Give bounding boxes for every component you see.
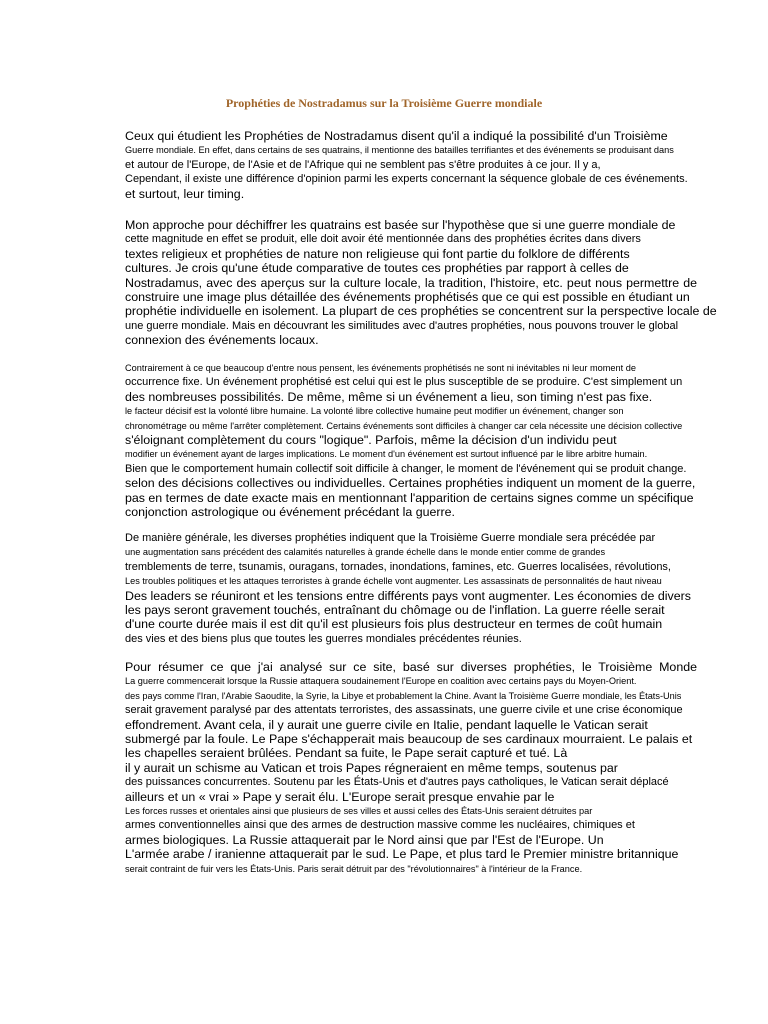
text-line: des puissances concurrentes. Soutenu par les États-Unis et d'autres pays catholiques, le Vatican serait déplacé xyxy=(125,776,669,789)
text-line: connexion des événements locaux. xyxy=(125,333,319,348)
document-title: Prophéties de Nostradamus sur la Troisième Guerre mondiale xyxy=(225,96,543,110)
text-line: chronométrage ou même l'arrêter complètement. Certains événements sont difficiles à changer car cela nécessite une décision collective xyxy=(125,420,683,431)
paragraph-1 xyxy=(125,129,697,201)
text-line: effondrement. Avant cela, il y aurait une guerre civile en Italie, pendant laquelle le Vatican serait xyxy=(125,717,648,732)
text-line: et surtout, leur timing. xyxy=(125,186,245,201)
text-line: serait gravement paralysé par des attentats terroristes, des assassinats, une guerre civile et une crise économique xyxy=(125,704,683,717)
paragraph-3 xyxy=(125,361,697,519)
text-line: textes religieux et prophéties de nature non religieuse qui font partie du folklore de différents xyxy=(125,246,630,261)
text-line: et autour de l'Europe, de l'Asie et de l'Afrique qui ne semblent pas s'être produites à ce jour. Il y a, xyxy=(125,158,601,171)
paragraph-4 xyxy=(125,531,697,646)
text-line: pas en termes de date exacte mais en mentionnant l'apparition de certains signes comme un spécifique xyxy=(125,490,694,505)
text-line: Les forces russes et orientales ainsi que plusieurs de ses villes et aussi celles des États-Unis seraient détruites par xyxy=(125,806,593,817)
text-line: Bien que le comportement humain collectif soit difficile à changer, le moment de l'événement qui se produit change. xyxy=(125,462,687,475)
text-line: construire une image plus détaillée des événements prophétisés que ce qui est possible en étudiant un xyxy=(125,290,690,305)
text-line: armes biologiques. La Russie attaquerait par le Nord ainsi que par l'Est de l'Europe. Un xyxy=(125,832,604,847)
text-line: Guerre mondiale. En effet, dans certains de ses quatrains, il mentionne des batailles terrifiantes et des événements se produisant dans xyxy=(125,145,674,156)
text-line: ailleurs et un « vrai » Pape y serait élu. L'Europe serait presque envahie par le xyxy=(125,789,555,804)
text-line: submergé par la foule. Le Pape s'échapperait mais beaucoup de ses cardinaux mourraient. Le palais et xyxy=(125,732,693,747)
text-line: des vies et des biens plus que toutes les guerres mondiales précédentes réunies. xyxy=(125,632,522,645)
paragraph-2 xyxy=(125,218,717,348)
text-line: Les troubles politiques et les attaques terroristes à grande échelle vont augmenter. Les assassinats de personnalités de haut niveau xyxy=(125,576,662,587)
text-line: cette magnitude en effet se produit, elle doit avoir été mentionnée dans des prophéties écrites dans divers xyxy=(125,233,641,246)
text-line: serait contraint de fuir vers les États-Unis. Paris serait détruit par des "révolutionnaires" à l'intérieur de la France. xyxy=(125,863,583,874)
text-line: La guerre commencerait lorsque la Russie attaquera soudainement l'Europe en coalition avec certains pays du Moyen-Orient. xyxy=(125,676,637,687)
text-line: Ceux qui étudient les Prophéties de Nostradamus disent qu'il a indiqué la possibilité d'un Troisième xyxy=(125,129,668,143)
text-line: armes conventionnelles ainsi que des armes de destruction massive comme les nucléaires, chimiques et xyxy=(125,819,635,832)
text-line: occurrence fixe. Un événement prophétisé est celui qui est le plus susceptible de se produire. C'est simplement un xyxy=(125,376,683,389)
text-line: cultures. Je crois qu'une étude comparative de toutes ces prophéties par rapport à celles de xyxy=(125,261,629,276)
text-line: Nostradamus, avec des aperçus sur la culture locale, la tradition, l'histoire, etc. peut nous permettre de xyxy=(125,275,697,290)
text-line: d'une courte durée mais il est dit qu'il est plusieurs fois plus destructeur en termes de coût humain xyxy=(125,617,663,632)
text-line: des nombreuses possibilités. De même, même si un événement a lieu, son timing n'est pas fixe. xyxy=(125,389,653,404)
text-line: il y aurait un schisme au Vatican et trois Papes régneraient en même temps, soutenus par xyxy=(125,760,618,775)
paragraph-5 xyxy=(125,660,697,876)
text-line: Pour résumer ce que j'ai analysé sur ce site, basé sur diverses prophéties, le Troisième Monde xyxy=(125,660,697,674)
text-line: conjonction astrologique ou événement précédant la guerre. xyxy=(125,505,455,520)
text-line: De manière générale, les diverses prophéties indiquent que la Troisième Guerre mondiale sera précédée par xyxy=(125,532,656,544)
text-line: L'armée arabe / iranienne attaquerait par le sud. Le Pape, et plus tard le Premier ministre britannique xyxy=(125,847,679,862)
text-line: modifier un événement ayant de larges implications. Le moment d'un événement est surtout influencé par le libre arbitre humain. xyxy=(125,449,648,460)
text-line: prophétie individuelle en isolement. La plupart de ces prophéties se concentrent sur la perspective locale de xyxy=(125,304,717,319)
text-line: Contrairement à ce que beaucoup d'entre nous pensent, les événements prophétisés ne sont ni inévitables ni leur moment de xyxy=(125,363,636,373)
text-line: selon des décisions collectives ou individuelles. Certaines prophéties indiquent un moment de la guerre, xyxy=(125,476,696,491)
text-line: des pays comme l'Iran, l'Arabie Saoudite, la Syrie, la Libye et probablement la Chine. Avant la Troisième Guerre mondiale, les États-Unis xyxy=(125,690,682,701)
text-line: les chapelles seraient brûlées. Pendant sa fuite, le Pape serait capturé et tué. Là xyxy=(125,746,568,761)
text-line: une guerre mondiale. Mais en découvrant les similitudes avec d'autres prophéties, nous pouvons trouver le global xyxy=(125,319,679,332)
text-line: s'éloignant complètement du cours "logique". Parfois, même la décision d'un individu peut xyxy=(125,433,617,448)
text-line: une augmentation sans précédent des calamités naturelles à grande échelle dans le monde entier comme de grandes xyxy=(125,547,606,558)
text-line: tremblements de terre, tsunamis, ouragans, tornades, inondations, famines, etc. Guerres localisées, révolutions, xyxy=(125,560,671,573)
text-line: Cependant, il existe une différence d'opinion parmi les experts concernant la séquence globale de ces événements. xyxy=(125,173,688,186)
text-line: Mon approche pour déchiffrer les quatrains est basée sur l'hypothèse que si une guerre mondiale de xyxy=(125,218,676,232)
text-line: le facteur décisif est la volonté libre humaine. La volonté libre collective humaine peut modifier un événement, changer son xyxy=(125,406,624,417)
text-line: Des leaders se réuniront et les tensions entre différents pays vont augmenter. Les économies de divers xyxy=(125,588,691,603)
text-line: les pays seront gravement touchés, entraînant du chômage ou de l'inflation. La guerre réelle serait xyxy=(125,603,665,618)
